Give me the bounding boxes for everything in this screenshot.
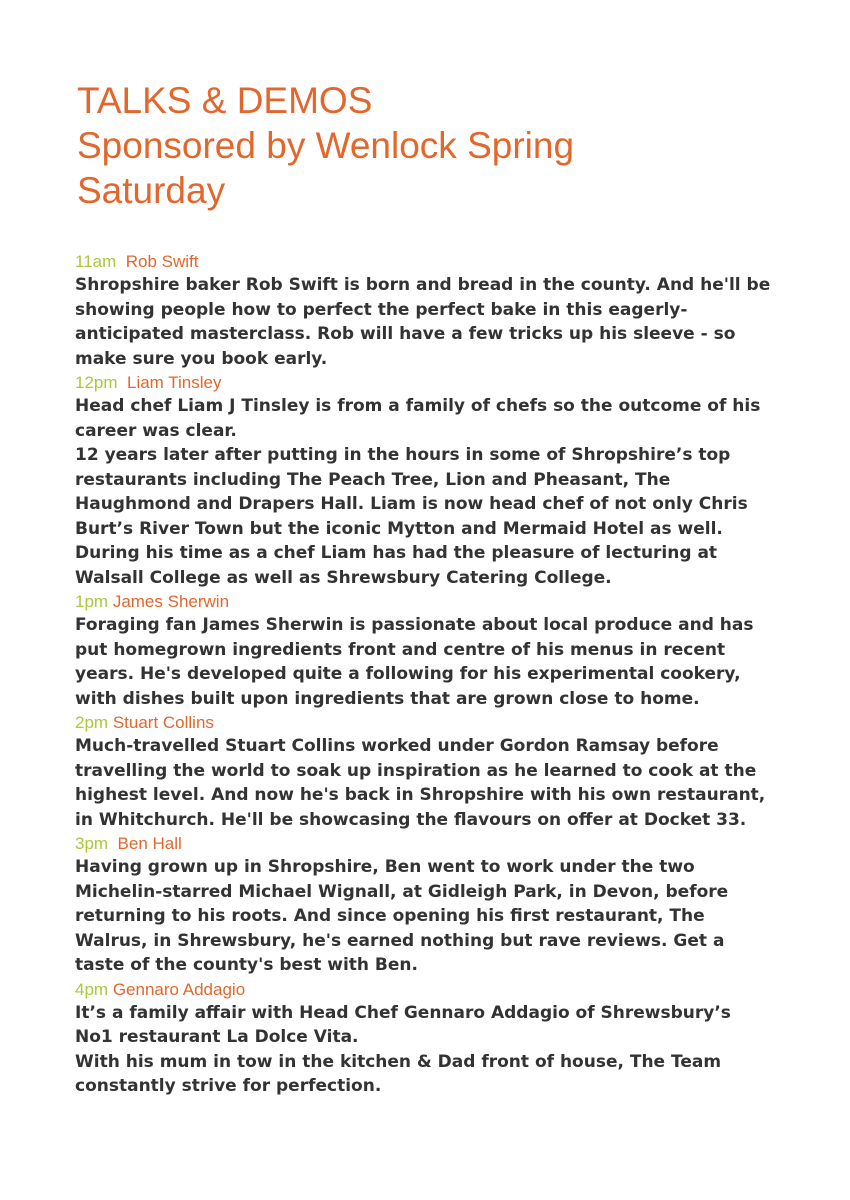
description-line: Much-travelled Stuart Collins worked under Gordon Ramsay before [75,736,719,756]
session-header [75,978,795,1001]
description-line: During his time as a chef Liam has had the pleasure of lecturing at [75,543,718,563]
session-item [75,371,795,590]
description-line: It’s a family affair with Head Chef Gennaro Addagio of Shrewsbury’s [75,1002,731,1023]
description-line: showing people how to perfect the perfect bake in this eagerly- [75,299,688,320]
description-line: Haughmond and Drapers Hall. Liam is now head chef of not only Chris [75,494,748,514]
description-line: Shropshire baker Rob Swift is born and bread in the county. And he'll be [75,275,771,295]
description-line: career was clear. [75,420,237,441]
session-time: 11am [75,252,117,271]
session-time: 4pm [75,979,109,999]
session-item [75,250,795,371]
session-time: 2pm [75,713,109,732]
session-speaker: Gennaro Addagio [112,979,246,999]
session-time: 12pm [75,373,118,392]
description-line: make sure you book early. [75,348,328,369]
description-line: returning to his roots. And since opening his first restaurant, The [75,906,705,926]
description-line: in Whitchurch. He'll be showcasing the flavours on offer at Docket 33. [75,809,747,830]
description-line: constantly strive for perfection. [75,1076,382,1096]
description-line: Walrus, in Shrewsbury, he's earned nothing but rave reviews. Get a [75,930,725,951]
session-description [75,734,795,832]
session-item [75,978,795,1099]
description-line: With his mum in tow in the kitchen & Dad front of house, The Team [75,1051,722,1072]
session-header [75,832,795,855]
description-line: travelling the world to soak up inspiration as he learned to cook at the [75,760,757,781]
session-speaker: Liam Tinsley [126,373,222,392]
session-speaker: Ben Hall [117,834,182,853]
description-line: years. He's developed quite a following for his experimental cookery, [75,664,741,684]
session-item [75,832,795,978]
session-time: 3pm [75,834,109,853]
session-description [75,855,795,978]
day-heading: Saturday [77,170,226,211]
session-description [75,273,795,371]
description-line: put homegrown ingredients front and centre of his menus in recent [75,639,726,660]
description-line: No1 restaurant La Dolce Vita. [75,1027,359,1047]
description-line: restaurants including The Peach Tree, Lion and Pheasant, The [75,469,671,490]
description-line: Having grown up in Shropshire, Ben went to work under the two [75,857,695,877]
description-line: taste of the county's best with Ben. [75,955,418,975]
session-description [75,613,795,711]
description-line: highest level. And now he's back in Shropshire with his own restaurant, [75,785,766,805]
description-line: Michelin-starred Michael Wignall, at Gidleigh Park, in Devon, before [75,881,729,902]
page-header [77,78,797,213]
session-item [75,590,795,711]
session-header [75,371,795,394]
description-line: Burt’s River Town but the iconic Mytton and Mermaid Hotel as well. [75,518,723,539]
description-line: Head chef Liam J Tinsley is from a family of chefs so the outcome of his [75,396,761,416]
session-description [75,1001,795,1099]
page-title: TALKS & DEMOS [77,80,373,121]
session-list [75,250,795,1099]
description-line: with dishes built upon ingredients that are grown close to home. [75,688,700,709]
session-speaker: Rob Swift [125,252,199,271]
sponsor-line: Sponsored by Wenlock Spring [77,125,575,166]
description-line: anticipated masterclass. Rob will have a few tricks up his sleeve - so [75,324,736,344]
session-header [75,711,795,734]
description-line: Walsall College as well as Shrewsbury Catering College. [75,567,612,588]
session-speaker: Stuart Collins [112,713,214,732]
session-header [75,590,795,613]
description-line: 12 years later after putting in the hours in some of Shropshire’s top [75,445,731,465]
session-description [75,394,795,590]
session-speaker: James Sherwin [112,592,230,611]
session-header [75,250,795,273]
description-line: Foraging fan James Sherwin is passionate about local produce and has [75,615,754,635]
session-time: 1pm [75,592,109,611]
session-item [75,711,795,832]
